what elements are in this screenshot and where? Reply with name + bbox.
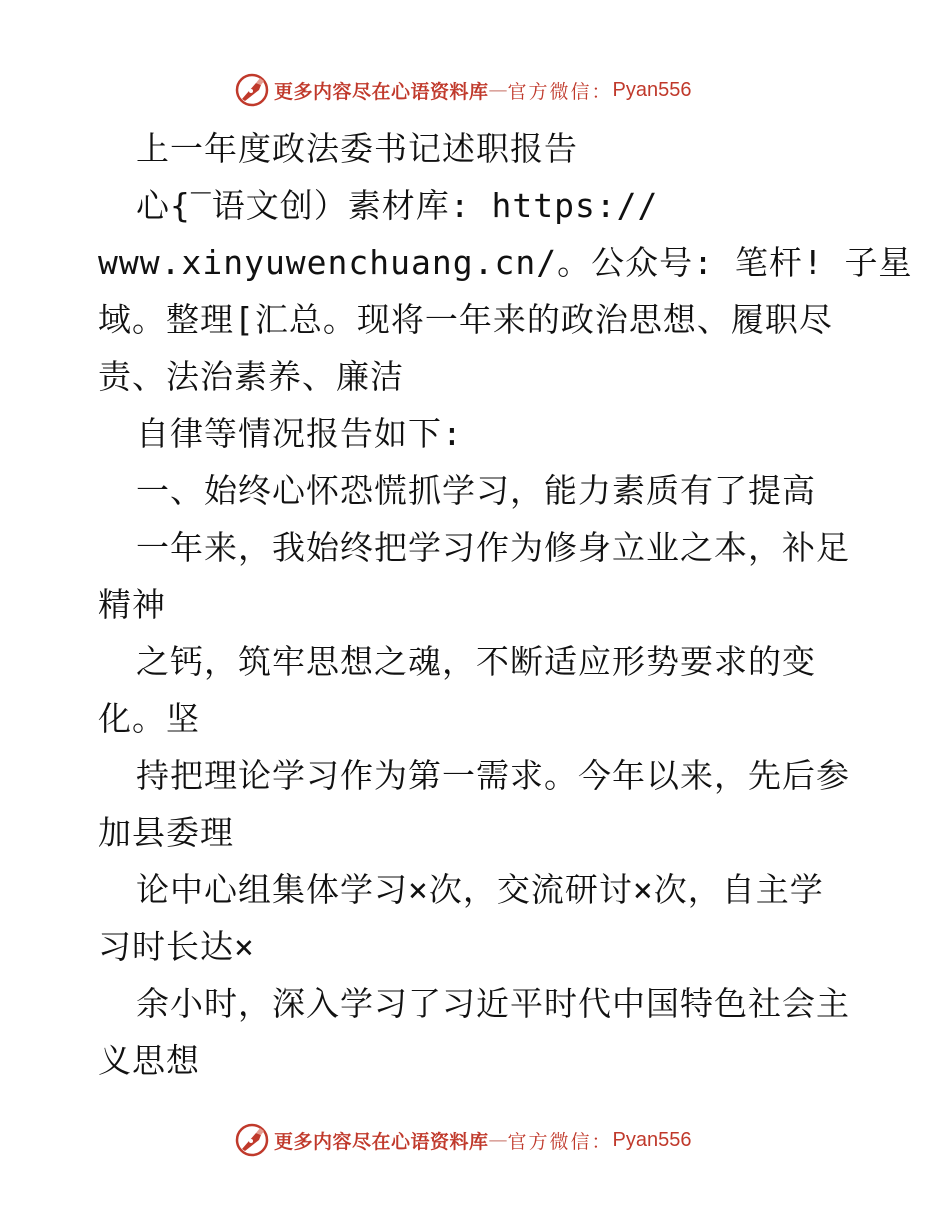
text-line: 论中心组集体学习×次，交流研讨×次，自主学 (136, 870, 824, 909)
footer-banner-separator: — (488, 1129, 508, 1151)
footer-banner-text: 更多内容尽在心语资料库 (274, 1130, 489, 1153)
text-line: 习时长达× (98, 927, 255, 966)
text-line: 心{‾语文创）素材库: https:// (136, 186, 659, 225)
header-wechat-id: Pyan556 (612, 78, 692, 101)
section-heading: 一、始终心怀恐慌抓学习，能力素质有了提高 (136, 471, 816, 510)
text-line: 一年来，我始终把学习作为修身立业之本，补足 (136, 528, 850, 567)
text-line: 责、法治素养、廉洁 (98, 357, 404, 396)
footer-wechat-id: Pyan556 (612, 1128, 692, 1151)
header-banner (234, 72, 692, 108)
header-wechat-label: 官方微信： (507, 80, 613, 103)
text-line: 之钙，筑牢思想之魂，不断适应形势要求的变 (136, 642, 816, 681)
text-line: 余小时，深入学习了习近平时代中国特色社会主 (136, 984, 850, 1023)
text-line: 域。整理[汇总。现将一年来的政治思想、履职尽 (98, 300, 833, 339)
text-line: www.xinyuwenchuang.cn/。公众号: 笔杆! 子星 (98, 243, 913, 282)
footer-wechat-label: 官方微信： (507, 1130, 613, 1153)
text-line: 义思想 (98, 1041, 200, 1080)
text-line: 持把理论学习作为第一需求。今年以来，先后参 (136, 756, 850, 795)
document-body (98, 120, 913, 1089)
text-line: 化。坚 (98, 699, 200, 738)
header-banner-text: 更多内容尽在心语资料库 (274, 80, 489, 103)
document-title: 上一年度政法委书记述职报告 (136, 129, 578, 168)
header-banner-separator: — (488, 79, 508, 101)
text-line: 自律等情况报告如下: (136, 414, 463, 453)
text-line: 加县委理 (98, 813, 234, 852)
pen-circle-logo-icon (234, 1122, 270, 1158)
footer-banner (234, 1122, 692, 1158)
text-line: 精神 (98, 585, 166, 624)
pen-circle-logo-icon (234, 72, 270, 108)
